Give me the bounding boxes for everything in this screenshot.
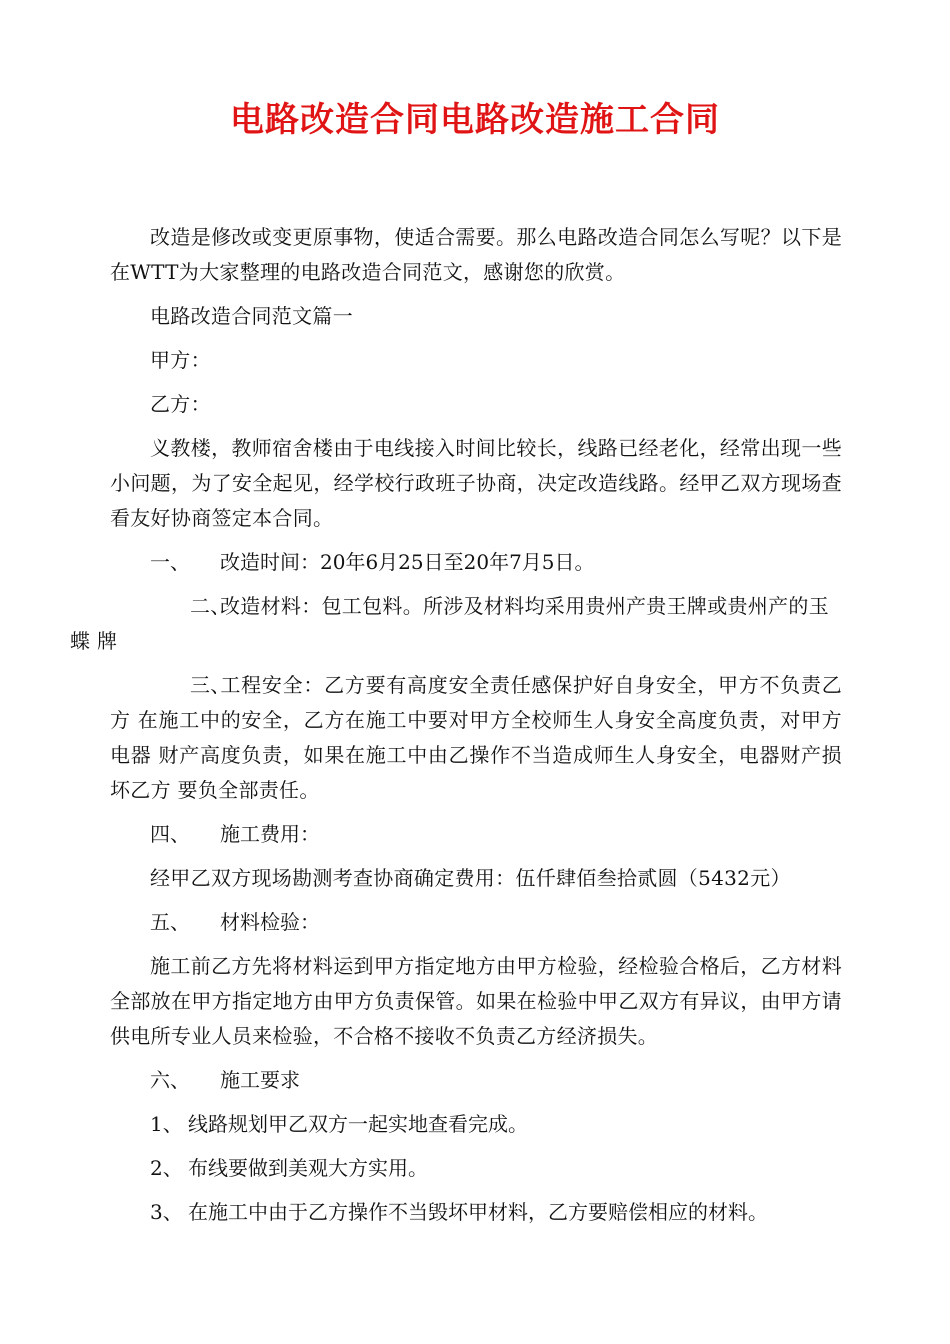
requirement-text: 布线要做到美观大方实用。 [188, 1156, 428, 1180]
requirement-number: 3、 [150, 1200, 183, 1224]
requirement-item [110, 1195, 842, 1230]
clause-text: 改造材料：包工包料。所涉及材料均采用贵州产贵王牌或贵州产的玉 [220, 594, 829, 618]
party-a-line: 甲方： [150, 348, 211, 372]
clause-text: 施工要求 [220, 1068, 300, 1092]
clause-number: 一、 [150, 550, 190, 574]
clause-number: 二、 [190, 594, 231, 618]
clause-text-continued: 蝶 牌 [70, 629, 118, 653]
requirement-text: 在施工中由于乙方操作不当毁坏甲材料，乙方要赔偿相应的材料。 [188, 1200, 768, 1224]
requirement-item [110, 1107, 842, 1142]
requirement-text: 线路规划甲乙双方一起实地查看完成。 [188, 1112, 528, 1136]
clause-text: 施工费用： [220, 822, 320, 846]
clause-4 [110, 817, 842, 852]
clause-text: 材料检验： [220, 910, 320, 934]
clause-3 [110, 668, 842, 808]
clause-text: 工程安全：乙方要有高度安全责任感保护好自身安全，甲方不负责乙 [220, 673, 842, 697]
clause-number: 六、 [150, 1068, 190, 1092]
requirement-number: 1、 [150, 1112, 183, 1136]
clause-6 [110, 1063, 842, 1098]
clause-number: 三、 [190, 673, 231, 697]
background-paragraph: 义教楼，教师宿舍楼由于电线接入时间比较长，线路已经老化，经常出现一些小问题，为了安全起见，经学校行政班子协商，决定改造线路。经甲乙双方现场查看友好协商签定本合同。 [110, 436, 842, 530]
clause-number: 五、 [150, 910, 190, 934]
clause-1 [110, 545, 842, 580]
clause-5 [110, 905, 842, 940]
intro-paragraph: 改造是修改或变更原事物，使适合需要。那么电路改造合同怎么写呢？以下是 在WTT为大家整理的电路改造合同范文，感谢您的欣赏。 [110, 225, 842, 284]
requirement-number: 2、 [150, 1156, 183, 1180]
clause-text-continued: 方 在施工中的安全，乙方在施工中要对甲方全校师生人身安全高度负责，对甲方电器 财产高度负责，如果在施工中由乙操作不当造成师生人身安全，电器财产损坏乙方 要负全部责任。 [110, 708, 842, 802]
section-heading: 电路改造合同范文篇一 [150, 304, 353, 328]
requirement-item [110, 1151, 842, 1186]
clause-2 [70, 589, 842, 659]
clause-number: 四、 [150, 822, 190, 846]
party-b-line: 乙方： [150, 392, 211, 416]
document-body [70, 220, 842, 1239]
inspection-paragraph: 施工前乙方先将材料运到甲方指定地方由甲方检验，经检验合格后，乙方材料全部放在甲方指定地方由甲方负责保管。如果在检验中甲乙双方有异议，由甲方请供电所专业人员来检验，不合格不接收不负责乙方经济损失。 [110, 954, 842, 1048]
clause-text: 改造时间：20年6月25日至20年7月5日。 [220, 550, 595, 574]
document-title: 电路改造合同电路改造施工合同 [230, 100, 720, 140]
fee-paragraph: 经甲乙双方现场勘测考查协商确定费用：伍仟肆佰叁拾贰圆（5432元） [150, 866, 791, 890]
